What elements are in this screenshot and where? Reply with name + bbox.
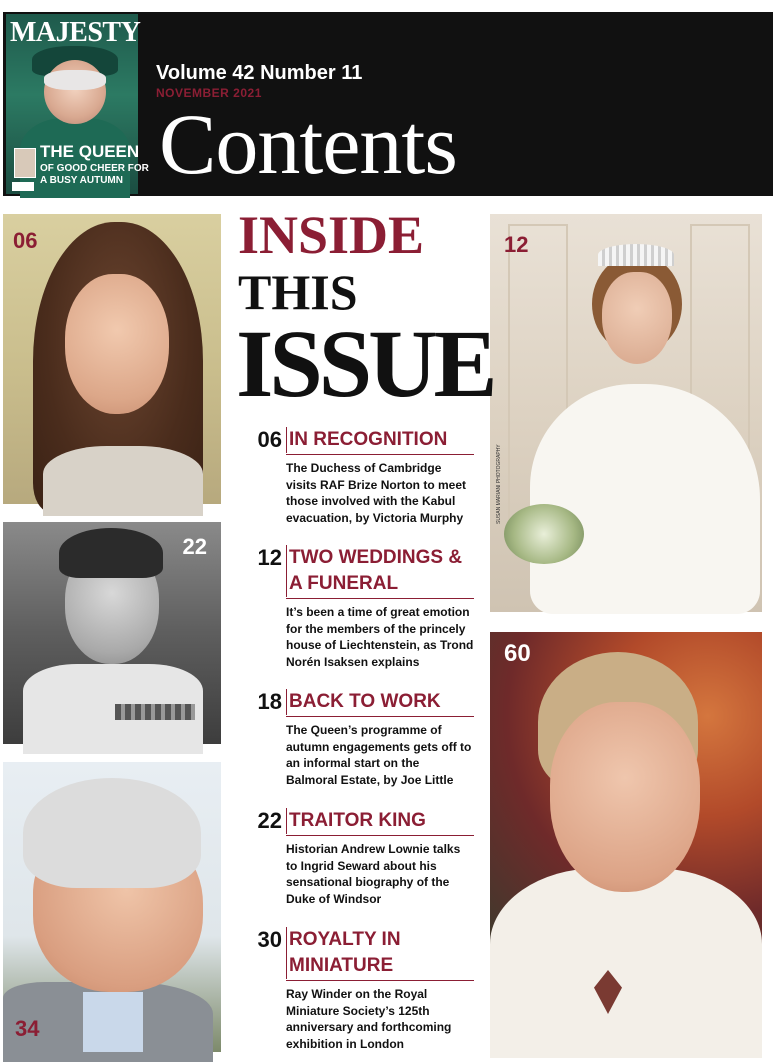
entry-divider (286, 980, 474, 981)
entry-heading[interactable]: TWO WEDDINGS & A FUNERAL (286, 545, 474, 597)
page-title: Contents (159, 96, 457, 192)
entry-description: The Duchess of Cambridge visits RAF Brize Norton to meet those involved with the Kabul evacuation, by Victoria Murphy (286, 461, 467, 525)
photo-shirt (83, 992, 143, 1052)
photo-body (43, 446, 203, 516)
cover-subline: A BUSY AUTUMN (40, 175, 123, 186)
photo-credit: SUSAN MARIANI PHOTOGRAPHY (496, 444, 502, 524)
barcode-icon (12, 182, 34, 191)
cover-hair (44, 70, 106, 90)
entry-heading[interactable]: IN RECOGNITION (286, 427, 474, 453)
photo-bouquet (504, 504, 584, 564)
entry-page-number: 30 (257, 927, 282, 952)
photo-dress (530, 384, 760, 614)
entry-divider (286, 454, 474, 455)
photo-countess-of-wessex[interactable] (490, 632, 762, 1052)
entry-heading[interactable]: BACK TO WORK (286, 689, 474, 715)
photo-medals (115, 704, 195, 720)
entry-description: The Queen’s programme of autumn engagements gets off to an informal start on the Balmoral Estate, by Joe Little (286, 723, 472, 787)
photo-liechtenstein-bride[interactable] (490, 214, 762, 612)
entry-heading[interactable]: TRAITOR KING (286, 808, 474, 834)
entry-heading[interactable]: ROYALTY IN MINIATURE (286, 927, 474, 979)
entry-description: Historian Andrew Lownie talks to Ingrid Seward about his sensational biography of the Duke of Windsor (286, 842, 461, 906)
cover-inset-photo (14, 148, 36, 178)
banner-inside: INSIDE (238, 205, 425, 265)
photo-face (602, 272, 672, 364)
photo-duke-of-windsor[interactable] (3, 522, 221, 744)
entry-divider (286, 835, 474, 836)
entry-page-number: 18 (257, 689, 282, 714)
photo-duchess-of-cambridge[interactable] (3, 214, 221, 504)
entry-description: It’s been a time of great emotion for the members of the princely house of Liechtenstein, as Trond Norén Isaksen explains (286, 605, 474, 669)
magazine-cover-thumbnail[interactable] (6, 14, 149, 194)
photo-page-number: 60 (504, 640, 531, 667)
photo-face (550, 702, 700, 892)
photo-hair (59, 528, 163, 578)
photo-face (65, 274, 169, 414)
banner-this: THIS (238, 264, 358, 320)
cover-masthead: MAJESTY (10, 17, 141, 48)
photo-page-number: 12 (504, 232, 529, 257)
volume-number: Volume 42 Number 11 (156, 62, 363, 84)
cover-headline: THE QUEEN (40, 142, 140, 161)
photo-page-number: 22 (182, 534, 207, 559)
entry-divider (286, 598, 474, 599)
photo-page-number: 34 (15, 1016, 40, 1041)
banner-issue: ISSUE (236, 310, 494, 417)
cover-subline: OF GOOD CHEER FOR (40, 163, 149, 174)
entry-page-number: 12 (257, 545, 282, 570)
entry-page-number: 22 (257, 808, 282, 833)
photo-hair (23, 778, 201, 888)
entry-divider (286, 716, 474, 717)
header-band (3, 12, 773, 196)
photo-prince-charles[interactable] (3, 762, 221, 1052)
entry-page-number: 06 (257, 427, 282, 452)
photo-top (490, 868, 762, 1058)
tiara-icon (598, 244, 674, 266)
entry-description: Ray Winder on the Royal Miniature Society’s 125th anniversary and forthcoming exhibition in London (286, 987, 452, 1051)
issue-date: NOVEMBER 2021 (156, 86, 262, 100)
photo-page-number: 06 (13, 228, 38, 253)
